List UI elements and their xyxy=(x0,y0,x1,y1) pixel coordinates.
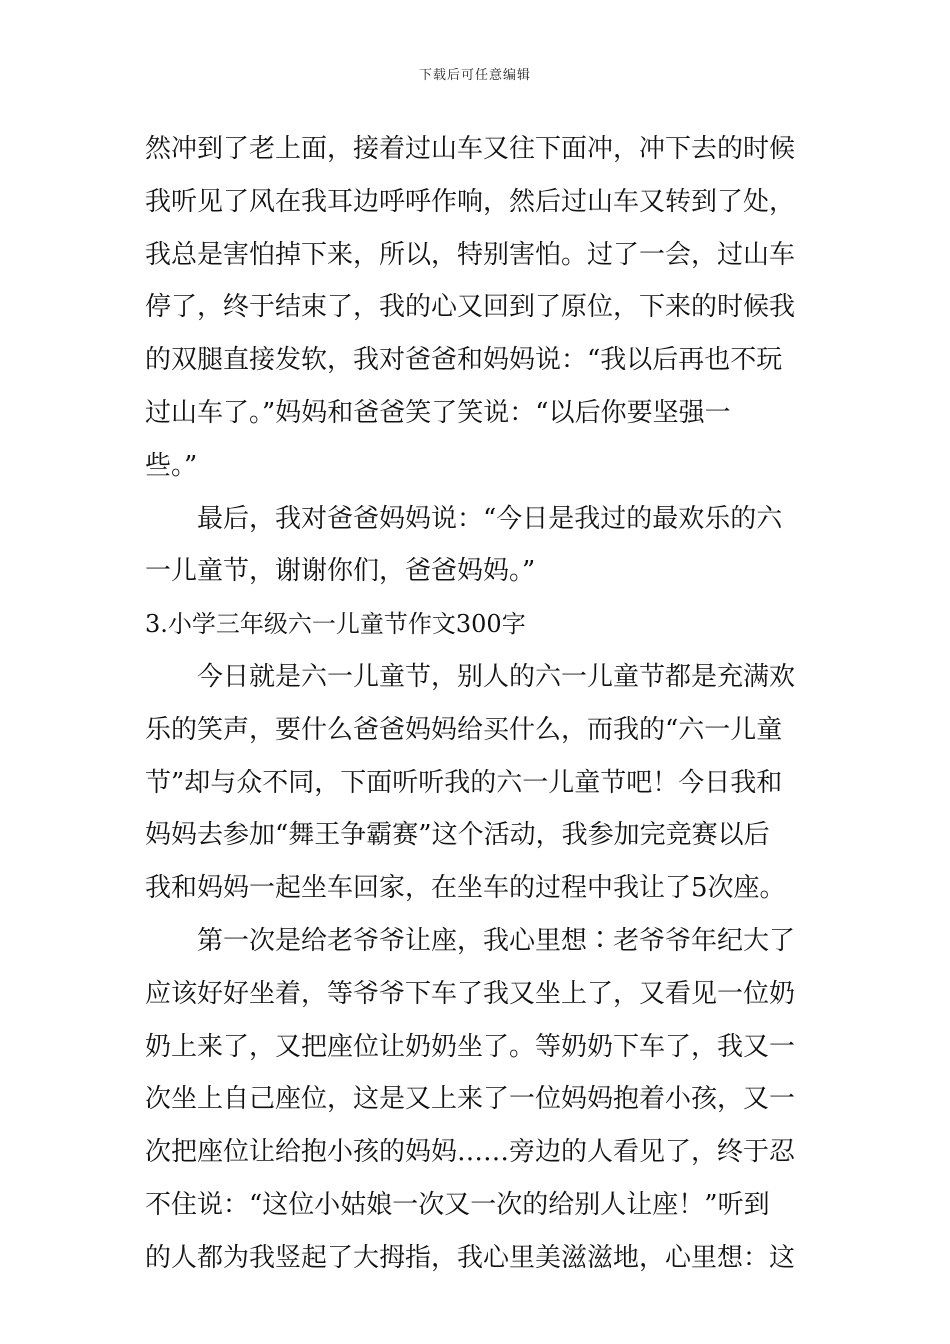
text-line: 乐的笑声，要什么爸爸妈妈给买什么，而我的“六一儿童 xyxy=(145,714,783,745)
text-line: 次坐上自己座位，这是又上来了一位妈妈抱着小孩，又一 xyxy=(145,1084,796,1115)
text-line: 最后，我对爸爸妈妈说：“今日是我过的最欢乐的六 xyxy=(197,503,783,534)
text-line: 不住说：“这位小姑娘一次又一次的给别人让座！”听到 xyxy=(145,1189,770,1220)
page-header: 下载后可任意编辑 xyxy=(418,68,531,83)
document-body xyxy=(145,123,807,1285)
text-line: 的双腿直接发软，我对爸爸和妈妈说：“我以后再也不玩 xyxy=(145,345,783,376)
text-line: 次把座位让给抱小孩的妈妈……旁边的人看见了，终于忍 xyxy=(145,1137,796,1168)
text-line: 今日就是六一儿童节，别人的六一儿童节都是充满欢 xyxy=(197,661,796,692)
text-line: 我总是害怕掉下来，所以，特别害怕。过了一会，过山车 xyxy=(145,239,796,270)
section-heading: 3.小学三年级六一儿童节作文300字 xyxy=(145,610,526,639)
text-line: 些。” xyxy=(145,450,198,481)
text-line: 应该好好坐着，等爷爷下车了我又坐上了，又看见一位奶 xyxy=(145,978,796,1009)
text-line: 我和妈妈一起坐车回家，在坐车的过程中我让了5次座。 xyxy=(145,873,786,904)
text-line: 第一次是给老爷爷让座，我心里想∶老爷爷年纪大了 xyxy=(197,925,796,956)
text-line: 过山车了。”妈妈和爸爸笑了笑说：“以后你要坚强一 xyxy=(145,397,731,428)
text-line: 我听见了风在我耳边呼呼作响，然后过山车又转到了处， xyxy=(145,186,796,217)
text-line: 奶上来了，又把座位让奶奶坐了。等奶奶下车了，我又一 xyxy=(145,1031,796,1062)
text-line: 节”却与众不同，下面听听我的六一儿童节吧！今日我和 xyxy=(145,767,783,798)
text-line: 一儿童节，谢谢你们，爸爸妈妈。” xyxy=(145,556,536,587)
text-line: 然冲到了老上面，接着过山车又往下面冲，冲下去的时候 xyxy=(145,134,796,164)
text-line: 的人都为我竖起了大拇指，我心里美滋滋地，心里想：这 xyxy=(145,1242,796,1273)
text-line: 妈妈去参加“舞王争霸赛”这个活动，我参加完竞赛以后 xyxy=(145,820,770,851)
text-line: 停了，终于结束了，我的心又回到了原位，下来的时候我 xyxy=(145,292,796,323)
